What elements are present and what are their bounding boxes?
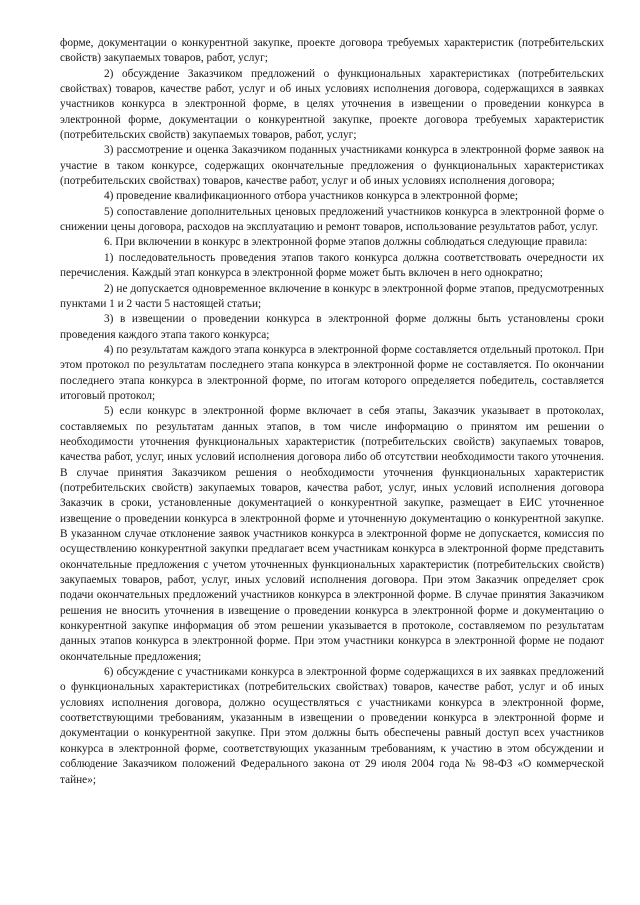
paragraph-rule-4: 4) по результатам каждого этапа конкурса в электронной форме составляется отдельный протокол. При этом протокол по результатам последнего этапа конкурса в электронной форме не составляется. По окончании последнего этапа конкурса в электронной форме, по итогам которого определяется победитель, составляется итоговый протокол; (60, 343, 604, 402)
paragraph-section-6: 6. При включении в конкурс в электронной форме этапов должны соблюдаться следующие правила: (104, 236, 588, 249)
paragraph-item-2: 2) обсуждение Заказчиком предложений о функциональных характеристиках (потребительских свойствах) товаров, качестве работ, услуг и об иных условиях исполнения договора, содержащихся в заявках участников конкурса в электронной форме, в целях уточнения в извещении о проведении конкурса в электронной форме, документации о конкурентной закупке, проекте договора требуемых характеристик (потребительских свойств) закупаемых товаров, работ, услуг; (60, 67, 604, 142)
paragraph-rule-5: 5) если конкурс в электронной форме включает в себя этапы, Заказчик указывает в протоколах, составляемых по результатам данных этапов, в том числе информацию о принятом им решении о необходимости уточнения функциональных характеристик (потребительских свойств) закупаемых товаров, качества работ, услуг, иных условий исполнения договора либо об отсутствии необходимости такого уточнения. В случае принятия Заказчиком решения о необходимости уточнения функциональных характеристик (потребительских свойств) закупаемых товаров, качества работ, услуг, иных условий исполнения договора Заказчик в сроки, установленные документацией о конкурентной закупке, размещает в ЕИС уточненное извещение о проведении конкурса в электронной форме и уточненную документацию о конкурентной закупке. В указанном случае отклонение заявок участников конкурса в электронной форме не допускается, комиссия по осуществлению конкурентной закупки предлагает всем участникам конкурса в электронной форме представить окончательные предложения с учетом уточненных функциональных характеристик (потребительских свойств) закупаемых товаров, работ, услуг, иных условий исполнения договора. При этом Заказчик определяет срок подачи окончательных предложений участников конкурса в электронной форме. В случае принятия Заказчиком решения не вносить уточнения в извещение о проведении конкурса в электронной форме и документацию о конкурентной закупке информация об этом решении указывается в протоколе, составляемом по результатам данных этапов конкурса в электронной форме. При этом участники конкурса в электронной форме не подают окончательные предложения; (60, 405, 604, 663)
paragraph-item-3: 3) рассмотрение и оценка Заказчиком поданных участниками конкурса в электронной форме заявок на участие в таком конкурсе, содержащих окончательные предложения о функциональных характеристиках (потребительских свойствах) товаров, качестве работ, услуг и об иных условиях исполнения договора; (60, 144, 604, 188)
paragraph-rule-6: 6) обсуждение с участниками конкурса в электронной форме содержащихся в их заявках предложений о функциональных характеристиках (потребительских свойствах) товаров, качестве работ, услуг и об иных условиях исполнения договора, должно осуществляться с участниками конкурса в электронной форме, соответствующими требованиям, указанным в извещении о проведении конкурса в электронной форме и документации о конкурентной закупке. При этом должны быть обеспечены равный доступ всех участников конкурса в электронной форме, соответствующих указанным требованиям, к участию в этом обсуждении и соблюдение Заказчиком положений Федерального закона от 29 июля 2004 года № 98-ФЗ «О коммерческой тайне»; (60, 666, 604, 786)
paragraph-continuation: форме, документации о конкурентной закупке, проекте договора требуемых характеристик (потребительских свойств) закупаемых товаров, работ, услуг; (60, 37, 604, 65)
paragraph-rule-2: 2) не допускается одновременное включение в конкурс в электронной форме этапов, предусмотренных пунктами 1 и 2 части 5 настоящей статьи; (60, 282, 604, 310)
paragraph-rule-1: 1) последовательность проведения этапов такого конкурса должна соответствовать очередности их перечисления. Каждый этап конкурса в электронной форме может быть включен в него однократно; (60, 251, 604, 280)
paragraph-rule-3: 3) в извещении о проведении конкурса в электронной форме должны быть установлены сроки проведения каждого этапа такого конкурса; (60, 313, 604, 341)
paragraph-item-5: 5) сопоставление дополнительных ценовых предложений участников конкурса в электронной форме о снижении цены договора, расходов на эксплуатацию и ремонт товаров, использование результатов работ, услуг. (60, 205, 604, 234)
paragraph-item-4: 4) проведение квалификационного отбора участников конкурса в электронной форме; (104, 190, 519, 203)
